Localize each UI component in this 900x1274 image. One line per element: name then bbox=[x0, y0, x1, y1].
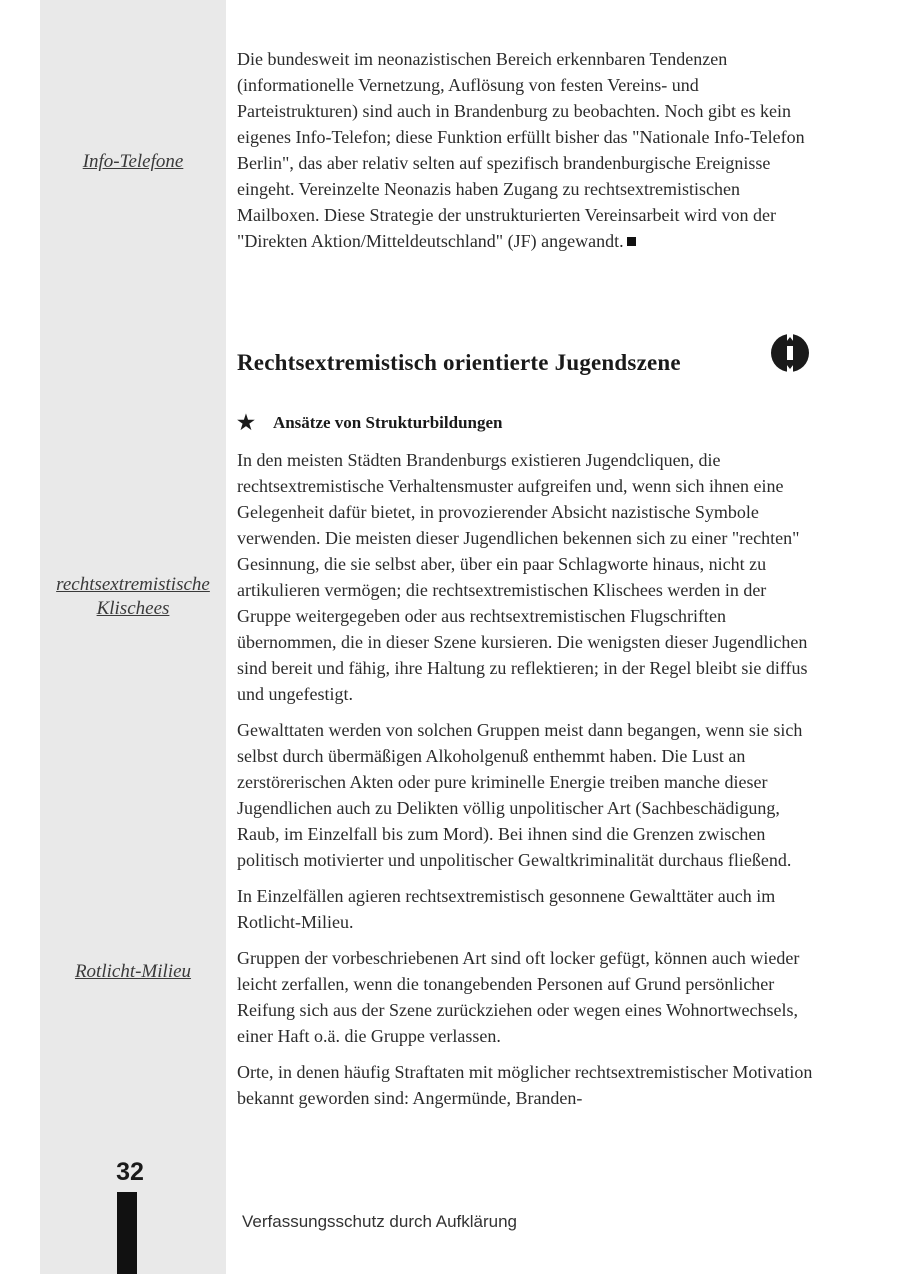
sidebar bbox=[40, 0, 226, 1274]
body-paragraph-3: In Einzelfällen agieren rechtsextremistisch gesonnene Gewalttäter auch im Rotlicht-Milieu. bbox=[237, 886, 776, 932]
subheading bbox=[237, 410, 797, 435]
page-marker-bar bbox=[117, 1192, 137, 1274]
section-body bbox=[237, 447, 817, 1121]
subheading-text: Ansätze von Strukturbildungen bbox=[272, 413, 503, 432]
margin-note-info-telefone: Info-Telefone bbox=[82, 151, 184, 172]
end-of-section-marker bbox=[627, 237, 636, 246]
intro-text: Die bundesweit im neonazistischen Bereich erkennbaren Tendenzen (informationelle Vernetzung, Auflösung von festen Vereins- und Parteistrukturen) sind auch in Brandenburg zu beobachten. Noch gibt es kein eigenes Info-Telefon; diese Funktion erfüllt bisher das "Nationale Info-Telefon Berlin", das aber relativ selten auf spezifisch brandenburgische Ereignisse eingeht. Vereinzelte Neonazis haben Zugang zu rechtsextremistischen Mailboxen. Diese Strategie der unstrukturierten Vereinsarbeit wird von der "Direkten Aktion/Mitteldeutschland" (JF) angewandt. bbox=[237, 49, 805, 251]
star-icon: ★ bbox=[237, 412, 255, 434]
circle-with-arrows-icon bbox=[768, 331, 812, 375]
body-paragraph-1: In den meisten Städten Brandenburgs existieren Jugendcliquen, die rechtsextremistische Verhaltensmuster aufgreifen und, wenn sich ihnen eine Gelegenheit dafür bietet, in provozierender Absicht nazistische Symbole verwenden. Die meisten dieser Jugendlichen bekennen sich zu einer "rechten" Gesinnung, die sie selbst aber, über ein paar Schlagworte hinaus, nicht zu artikulieren vermögen; die rechtsextremistischen Klischees werden in der Gruppe weitergegeben oder aus rechtsextremistischen Flugschriften übernommen, die in dieser Szene kursieren. Die wenigsten dieser Jugendlichen sind bereit und fähig, ihre Haltung zu reflektieren; in der Regel bleibt sie diffus und ungefestigt. bbox=[237, 450, 808, 704]
page-number: 32 bbox=[116, 1158, 144, 1186]
body-paragraph-5: Orte, in denen häufig Straftaten mit möglicher rechtsextremistischer Motivation bekannt geworden sind: Angermünde, Branden- bbox=[237, 1062, 813, 1108]
body-paragraph-4: Gruppen der vorbeschriebenen Art sind oft locker gefügt, können auch wieder leicht zerfallen, wenn die tonangebenden Personen auf Grund persönlicher Reifung sich aus der Szene zurückziehen oder wegen eines Wohnortwechsels, einer Haft o.ä. die Gruppe verlassen. bbox=[237, 948, 800, 1046]
intro-paragraph bbox=[237, 46, 817, 254]
footer-text: Verfassungsschutz durch Aufklärung bbox=[242, 1212, 517, 1231]
section-title: Rechtsextremistisch orientierte Jugendszene bbox=[237, 350, 681, 375]
margin-note-klischees: rechtsextremistische Klischees bbox=[56, 574, 210, 619]
body-paragraph-2: Gewalttaten werden von solchen Gruppen meist dann begangen, wenn sie sich selbst durch übermäßigen Alkoholgenuß enthemmt haben. Die Lust an zerstörerischen Akten oder pure kriminelle Energie treiben manche dieser Jugendlichen auch zu Delikten völlig unpolitischer Art (Sachbeschädigung, Raub, im Einzelfall bis zum Mord). Bei ihnen sind die Grenzen zwischen politisch motivierter und unpolitischer Gewaltkriminalität durchaus fließend. bbox=[237, 720, 803, 870]
intro-block bbox=[237, 46, 817, 264]
margin-note-rotlicht: Rotlicht-Milieu bbox=[74, 961, 192, 982]
